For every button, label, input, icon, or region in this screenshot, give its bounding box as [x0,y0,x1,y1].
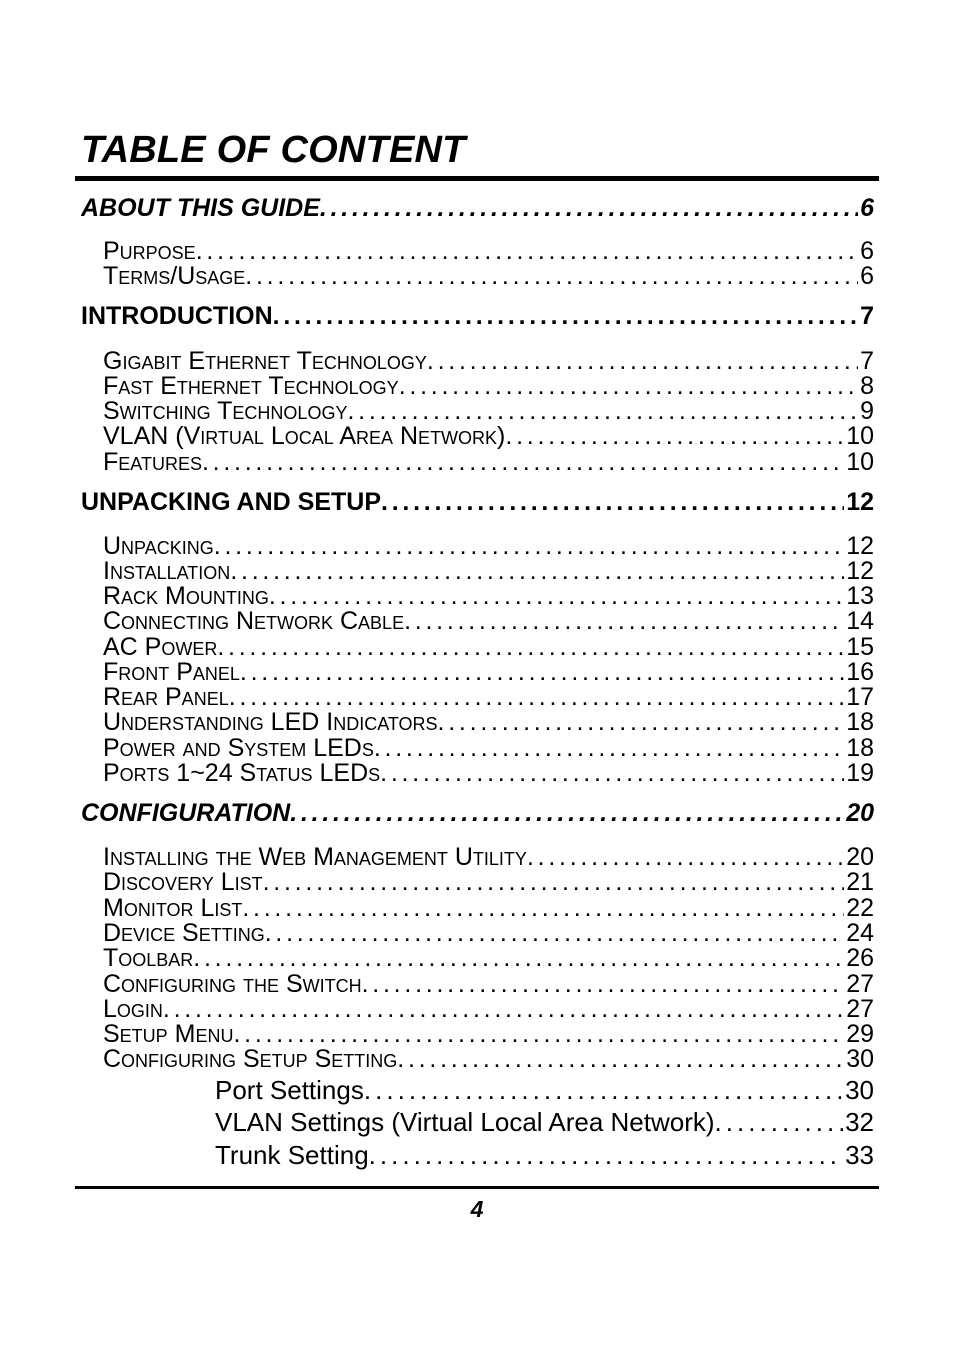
toc-entry[interactable] [103,844,874,870]
toc-entry[interactable] [103,684,874,710]
toc-entry-page: 6 [860,238,874,264]
dot-leader [505,423,844,449]
toc-entry[interactable] [103,920,874,946]
toc-entry-label: Ports 1~24 Status LEDs [103,760,381,786]
toc-entry-page: 26 [846,945,874,971]
dot-leader [397,1046,844,1072]
dot-leader [214,533,844,559]
dot-leader [374,735,844,761]
dot-leader [404,608,844,634]
toc-entry-page: 10 [846,423,874,449]
toc-entry[interactable] [103,558,874,584]
toc-entry[interactable] [103,945,874,971]
toc-entry-page: 6 [860,263,874,289]
dot-leader [290,799,844,828]
toc-entry-label: Installation [103,558,231,584]
toc-entry-label: Connecting Network Cable [103,608,405,634]
dot-leader [202,449,844,475]
toc-entry-label: Login [103,996,163,1022]
toc-entry-page: 7 [860,348,874,374]
toc-entry-label: Trunk Setting [215,1140,369,1170]
toc-entry-label: Rack Mounting [103,583,269,609]
dot-leader [364,1074,843,1106]
toc-entry-label: Terms/Usage [103,263,246,289]
dot-leader [233,1021,844,1047]
toc-entry-page: 32 [845,1107,874,1137]
dot-leader [362,971,845,997]
toc-entry[interactable] [103,1046,874,1072]
toc-entry-label: Switching Technology [103,398,348,424]
toc-entry-label: Gigabit Ethernet Technology [103,348,427,374]
dot-leader [715,1106,844,1138]
dot-leader [347,398,858,424]
toc-entry-page: 17 [846,684,874,710]
toc-entry[interactable] [103,608,874,634]
toc-entry-label: Setup Menu [103,1021,234,1047]
toc-entry-label: Installing the Web Management Utility [103,844,527,870]
toc-entry-page: 27 [846,971,874,997]
toc-entry-page: 6 [860,194,874,222]
toc-entry-page: 12 [846,558,874,584]
toc-entry-label: CONFIGURATION [81,799,291,827]
toc-entry-label: AC Power [103,634,218,660]
toc-entry[interactable] [103,971,874,997]
toc-entry-label: Rear Panel [103,684,229,710]
dot-leader [527,844,844,870]
dot-leader [273,302,858,331]
toc-entry-label: Toolbar [103,945,194,971]
toc-entry[interactable] [103,449,874,475]
toc-entry-label: Configuring Setup Setting [103,1046,398,1072]
toc-subentry[interactable] [215,1106,874,1138]
toc-entry-label: ABOUT THIS GUIDE [81,194,320,222]
dot-leader [399,373,858,399]
toc-entry[interactable] [103,634,874,660]
dot-leader [265,920,844,946]
toc-entry-label: Purpose [103,238,196,264]
toc-entry[interactable] [103,659,874,685]
dot-leader [217,634,844,660]
footer-page-number: 4 [470,1196,484,1222]
toc-entry-page: 15 [846,634,874,660]
toc-entry[interactable] [103,583,874,609]
toc-entry-label: Features [103,449,202,475]
dot-leader [196,238,858,264]
toc-entry-page: 18 [846,735,874,761]
toc-entry[interactable] [103,263,874,289]
toc-entry-label: Front Panel [103,659,240,685]
toc-entry-label: VLAN (Virtual Local Area Network) [103,423,506,449]
toc-entry-page: 24 [846,920,874,946]
toc-entry-page: 10 [846,449,874,475]
dot-leader [242,895,844,921]
toc-entry[interactable] [103,423,874,449]
toc-section-unpack[interactable] [81,488,874,520]
toc-entry[interactable] [103,1021,874,1047]
dot-leader [380,760,844,786]
toc-entry-page: 7 [860,302,874,330]
dot-leader [263,869,845,895]
toc-section-config[interactable] [81,799,874,831]
toc-entry-page: 20 [846,844,874,870]
toc-entry[interactable] [103,238,874,264]
toc-entry-page: 33 [845,1140,874,1170]
toc-entry-label: Device Setting [103,920,265,946]
toc-entry-page: 20 [846,799,874,827]
dot-leader [320,194,858,223]
toc-entry-page: 13 [846,583,874,609]
dot-leader [269,583,844,609]
dot-leader [245,263,858,289]
toc-entry[interactable] [103,348,874,374]
toc-entry-label: VLAN Settings (Virtual Local Area Network) [215,1107,715,1137]
toc-entry-label: Port Settings [215,1075,364,1105]
toc-subentry[interactable] [215,1074,874,1106]
toc-entry-label: Discovery List [103,869,263,895]
dot-leader [193,945,844,971]
toc-entry-label: Unpacking [103,533,214,559]
toc-entry[interactable] [103,735,874,761]
page-title: TABLE OF CONTENT [81,129,466,171]
top-rule [75,176,879,181]
toc-entry-page: 18 [846,709,874,735]
toc-entry-page: 12 [846,533,874,559]
toc-entry-page: 22 [846,895,874,921]
toc-entry-label: INTRODUCTION [81,302,273,330]
bottom-rule [75,1186,879,1189]
dot-leader [427,348,858,374]
toc-entry-page: 21 [846,869,874,895]
toc-entry-page: 30 [845,1075,874,1105]
toc-entry[interactable] [103,533,874,559]
toc-entry-label: Fast Ethernet Technology [103,373,399,399]
toc-entry-page: 14 [846,608,874,634]
toc-section-intro[interactable] [81,302,874,334]
toc-entry[interactable] [103,398,874,424]
toc-entry[interactable] [103,869,874,895]
toc-entry-label: UNPACKING AND SETUP [81,488,382,516]
toc-entry[interactable] [103,895,874,921]
dot-leader [240,659,844,685]
toc-entry-label: Understanding LED Indicators [103,709,438,735]
toc-entry-page: 29 [846,1021,874,1047]
toc-entry-page: 16 [846,659,874,685]
toc-entry-page: 19 [846,760,874,786]
toc-entry-page: 8 [860,373,874,399]
toc-entry[interactable] [103,373,874,399]
toc-subentry[interactable] [215,1139,874,1171]
dot-leader [369,1139,843,1171]
dot-leader [229,684,844,710]
toc-section-about[interactable] [81,194,874,226]
toc-entry[interactable] [103,996,874,1022]
dot-leader [163,996,844,1022]
dot-leader [381,488,844,517]
dot-leader [438,709,845,735]
toc-entry[interactable] [103,709,874,735]
toc-entry-page: 27 [846,996,874,1022]
toc-entry-page: 30 [846,1046,874,1072]
toc-entry-label: Power and System LEDs [103,735,374,761]
toc-entry-label: Monitor List [103,895,243,921]
toc-entry-page: 9 [860,398,874,424]
toc-entry-label: Configuring the Switch [103,971,362,997]
dot-leader [230,558,844,584]
toc-entry-page: 12 [846,488,874,516]
toc-entry[interactable] [103,760,874,786]
